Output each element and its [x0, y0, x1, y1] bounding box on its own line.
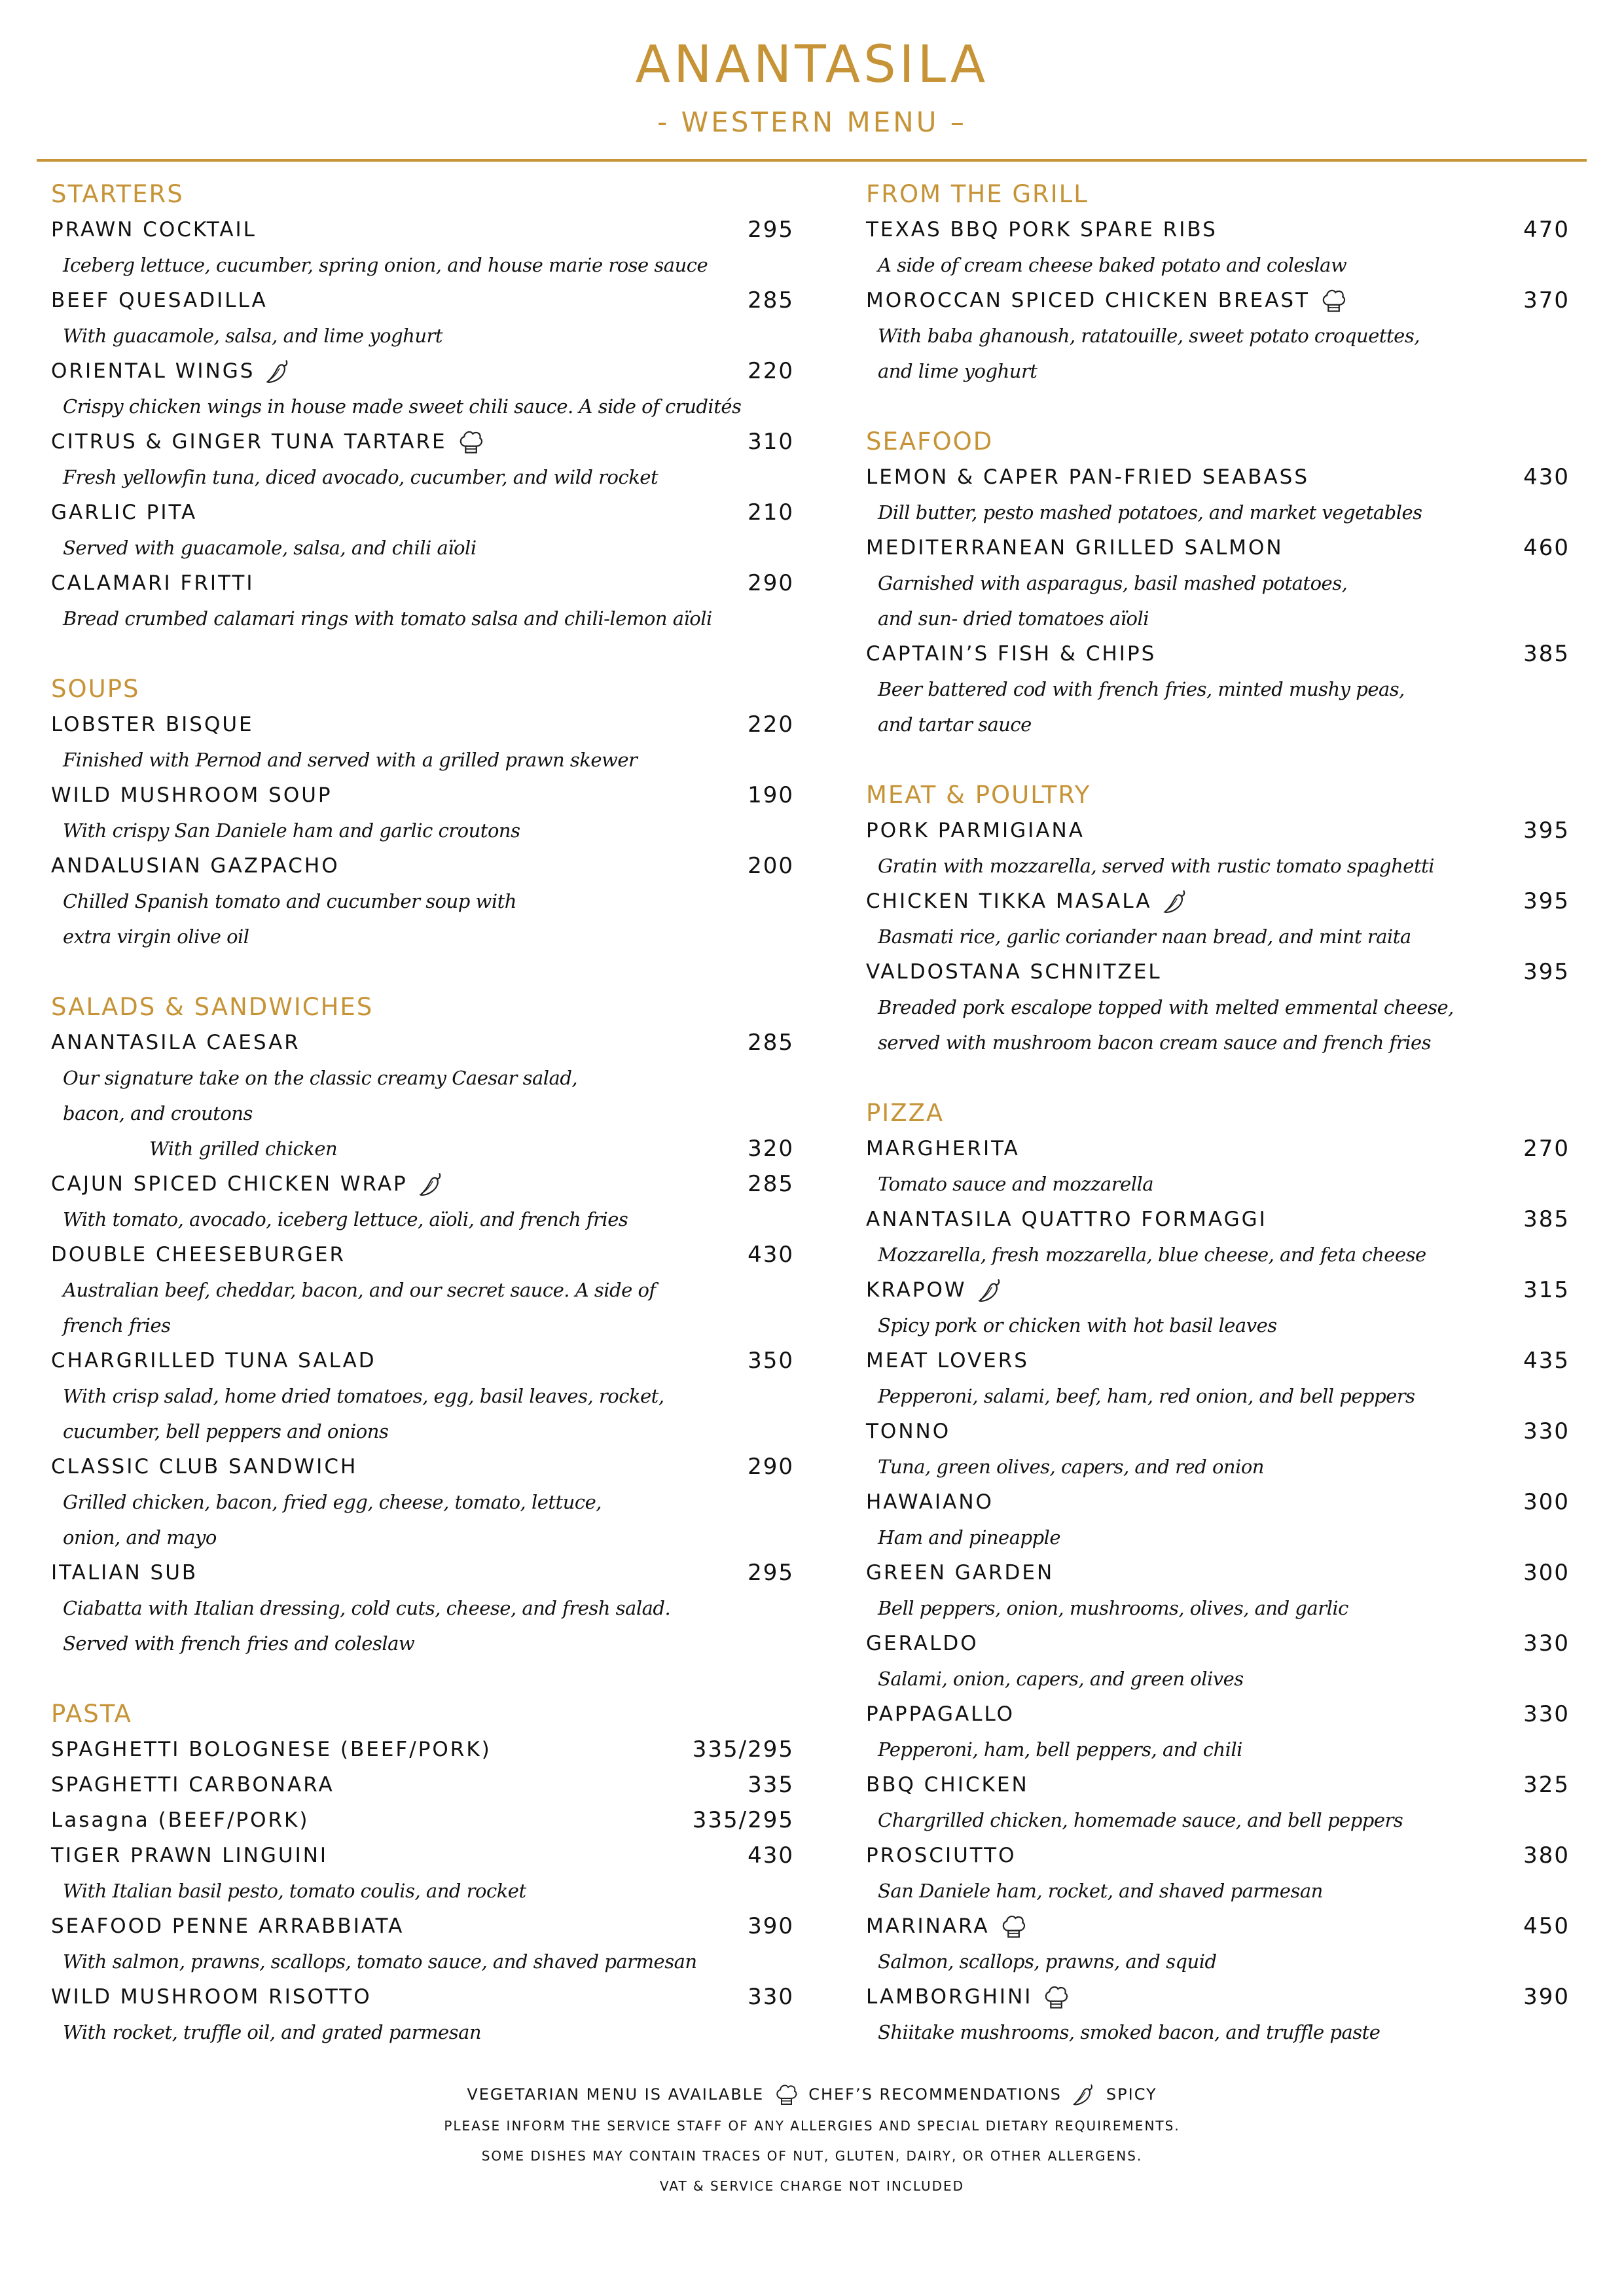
menu-item — [866, 884, 1570, 919]
item-description: With baba ghanoush, ratatouille, sweet potato croquettes, — [878, 325, 1420, 347]
menu-item — [51, 1555, 794, 1590]
header-divider — [37, 159, 1587, 162]
section-title-meat: MEAT & POULTRY — [866, 781, 1091, 809]
section-title-pasta: PASTA — [51, 1700, 132, 1728]
allergy-note: PLEASE INFORM THE SERVICE STAFF OF ANY ALLERGIES AND SPECIAL DIETARY REQUIREMENTS. — [444, 2118, 1180, 2134]
item-description: Tuna, green olives, capers, and red onion — [878, 1456, 1264, 1478]
item-name: SEAFOOD PENNE ARRABBIATA — [51, 1914, 405, 1938]
menu-item — [866, 954, 1570, 990]
item-price: 385 — [1523, 641, 1570, 667]
item-name: GERALDO — [866, 1632, 979, 1655]
menu-item — [866, 1202, 1570, 1237]
chef-recommendation-label: CHEF’S RECOMMENDATIONS — [808, 2085, 1062, 2104]
item-name: PRAWN COCKTAIL — [51, 218, 257, 242]
item-description: Bell peppers, onion, mushrooms, olives, and garlic — [878, 1597, 1348, 1619]
item-name: GARLIC PITA — [51, 501, 198, 524]
item-name: CITRUS & GINGER TUNA TARTARE — [51, 430, 447, 454]
restaurant-title: ANANTASILA — [635, 35, 989, 94]
item-description: and lime yoghurt — [878, 360, 1038, 382]
item-price: 330 — [1523, 1630, 1570, 1657]
menu-item — [51, 1449, 794, 1484]
item-description: french fries — [63, 1314, 171, 1336]
item-price: 300 — [1523, 1489, 1570, 1515]
item-price: 320 — [748, 1136, 794, 1162]
item-price: 330 — [748, 1984, 794, 2010]
item-name: BEEF QUESADILLA — [51, 289, 268, 312]
chili-icon — [417, 1170, 446, 1198]
menu-item — [51, 707, 794, 742]
item-name: KRAPOW — [866, 1278, 967, 1302]
item-price: 380 — [1523, 1842, 1570, 1869]
item-name: MARGHERITA — [866, 1137, 1020, 1160]
menu-item — [866, 1626, 1570, 1661]
item-description: Pepperoni, salami, beef, ham, red onion, and bell peppers — [878, 1385, 1415, 1407]
menu-subtitle: - WESTERN MENU – — [657, 106, 967, 138]
menu-item — [51, 495, 794, 530]
menu-item-option — [51, 1131, 794, 1166]
menu-item — [866, 530, 1570, 565]
section-title-salads: SALADS & SANDWICHES — [51, 993, 374, 1021]
item-price: 285 — [748, 287, 794, 314]
menu-item — [866, 1414, 1570, 1449]
item-description: San Daniele ham, rocket, and shaved parmesan — [878, 1880, 1323, 1902]
item-description: Tomato sauce and mozzarella — [878, 1173, 1154, 1195]
item-name: ANANTASILA CAESAR — [51, 1031, 300, 1054]
item-option: With grilled chicken — [149, 1138, 338, 1160]
item-description: and tartar sauce — [878, 713, 1032, 736]
menu-item — [51, 1025, 794, 1060]
right-column — [866, 177, 1570, 2050]
item-description: Crispy chicken wings in house made sweet chili sauce. A side of crudités — [63, 395, 742, 418]
menu-item — [866, 1131, 1570, 1166]
item-price: 385 — [1523, 1206, 1570, 1232]
item-price: 210 — [748, 499, 794, 526]
item-description: Australian beef, cheddar, bacon, and our secret sauce. A side of — [63, 1279, 656, 1301]
item-price: 290 — [748, 570, 794, 596]
vegetarian-note: VEGETARIAN MENU IS AVAILABLE — [467, 2085, 765, 2104]
menu-item — [51, 283, 794, 318]
item-price: 295 — [748, 217, 794, 243]
item-description: Shiitake mushrooms, smoked bacon, and truffle paste — [878, 2021, 1380, 2043]
menu-item — [866, 459, 1570, 495]
item-description: Gratin with mozzarella, served with rustic tomato spaghetti — [878, 855, 1435, 877]
chef-hat-icon — [1319, 286, 1348, 315]
item-name: MARINARA — [866, 1914, 990, 1938]
item-description: Dill butter, pesto mashed potatoes, and market vegetables — [878, 501, 1422, 524]
menu-header — [0, 35, 1624, 138]
item-description: With Italian basil pesto, tomato coulis, and rocket — [63, 1880, 526, 1902]
item-price: 190 — [748, 782, 794, 808]
item-price: 285 — [748, 1030, 794, 1056]
item-price: 335/295 — [692, 1736, 794, 1763]
item-name: CAPTAIN’S FISH & CHIPS — [866, 642, 1157, 666]
icon-legend — [0, 2078, 1624, 2111]
item-description: Chargrilled chicken, homemade sauce, and bell peppers — [878, 1809, 1403, 1831]
item-name: ORIENTAL WINGS — [51, 359, 255, 383]
menu-item — [866, 1343, 1570, 1378]
item-name: BBQ CHICKEN — [866, 1773, 1029, 1797]
menu-item — [51, 1803, 794, 1838]
item-description: With tomato, avocado, iceberg lettuce, aïoli, and french fries — [63, 1208, 628, 1230]
item-name: CALAMARI FRITTI — [51, 571, 255, 595]
item-name: GREEN GARDEN — [866, 1561, 1055, 1585]
menu-item — [51, 1979, 794, 2015]
menu-item — [866, 1696, 1570, 1732]
item-description: Ham and pineapple — [878, 1526, 1061, 1549]
item-description: Served with french fries and coleslaw — [63, 1632, 415, 1655]
section-title-pizza: PIZZA — [866, 1099, 945, 1127]
section-title-starters: STARTERS — [51, 180, 184, 208]
chef-hat-icon — [773, 2081, 799, 2108]
item-description: Served with guacamole, salsa, and chili aïoli — [63, 537, 477, 559]
item-name: MEDITERRANEAN GRILLED SALMON — [866, 536, 1284, 560]
item-name: Lasagna (BEEF/PORK) — [51, 1808, 310, 1832]
item-description: bacon, and croutons — [63, 1102, 253, 1124]
item-price: 330 — [1523, 1418, 1570, 1444]
item-description: Salmon, scallops, prawns, and squid — [878, 1950, 1217, 1973]
item-name: PAPPAGALLO — [866, 1702, 1015, 1726]
allergen-traces-note: SOME DISHES MAY CONTAIN TRACES OF NUT, GLUTEN, DAIRY, OR OTHER ALLERGENS. — [481, 2148, 1143, 2164]
item-price: 220 — [748, 711, 794, 738]
item-price: 390 — [1523, 1984, 1570, 2010]
chili-icon — [976, 1276, 1005, 1304]
item-description: Ciabatta with Italian dressing, cold cuts, cheese, and fresh salad. — [63, 1597, 671, 1619]
item-name: VALDOSTANA SCHNITZEL — [866, 960, 1162, 984]
menu-item — [51, 212, 794, 247]
menu-item — [51, 424, 794, 459]
item-description: With rocket, truffle oil, and grated parmesan — [63, 2021, 482, 2043]
menu-item — [866, 212, 1570, 247]
item-price: 395 — [1523, 959, 1570, 985]
item-name: WILD MUSHROOM RISOTTO — [51, 1985, 372, 2009]
item-description: cucumber, bell peppers and onions — [63, 1420, 389, 1443]
item-price: 270 — [1523, 1136, 1570, 1162]
item-price: 370 — [1523, 287, 1570, 314]
item-price: 220 — [748, 358, 794, 384]
section-title-soups: SOUPS — [51, 675, 140, 703]
item-name: MEAT LOVERS — [866, 1349, 1029, 1372]
item-price: 335 — [748, 1772, 794, 1798]
item-price: 460 — [1523, 535, 1570, 561]
item-description: A side of cream cheese baked potato and coleslaw — [878, 254, 1347, 276]
item-price: 430 — [748, 1242, 794, 1268]
menu-footer — [0, 2078, 1624, 2201]
vat-note: VAT & SERVICE CHARGE NOT INCLUDED — [659, 2178, 965, 2194]
item-description: With salmon, prawns, scallops, tomato sauce, and shaved parmesan — [63, 1950, 697, 1973]
item-price: 285 — [748, 1171, 794, 1197]
item-description: Basmati rice, garlic coriander naan bread, and mint raita — [878, 925, 1411, 948]
item-name: PORK PARMIGIANA — [866, 819, 1085, 842]
item-description: Our signature take on the classic creamy Caesar salad, — [63, 1067, 578, 1089]
menu-item — [51, 1343, 794, 1378]
item-description: Pepperoni, ham, bell peppers, and chili — [878, 1738, 1242, 1761]
menu-item — [866, 1979, 1570, 2015]
item-price: 310 — [748, 429, 794, 455]
chili-icon — [264, 357, 293, 386]
item-description: and sun- dried tomatoes aïoli — [878, 607, 1149, 630]
item-description: Spicy pork or chicken with hot basil leaves — [878, 1314, 1277, 1336]
menu-item — [51, 1732, 794, 1767]
menu-item — [51, 1767, 794, 1803]
item-description: Mozzarella, fresh mozzarella, blue cheese, and feta cheese — [878, 1244, 1426, 1266]
section-title-grill: FROM THE GRILL — [866, 180, 1089, 208]
item-price: 390 — [748, 1913, 794, 1939]
section-title-seafood: SEAFOOD — [866, 427, 994, 456]
item-name: HAWAIANO — [866, 1490, 994, 1514]
item-name: LEMON & CAPER PAN-FRIED SEABASS — [866, 465, 1310, 489]
item-price: 435 — [1523, 1348, 1570, 1374]
item-name: LOBSTER BISQUE — [51, 713, 254, 736]
item-name: ANDALUSIAN GAZPACHO — [51, 854, 340, 878]
item-name: TONNO — [866, 1420, 951, 1443]
item-description: extra virgin olive oil — [63, 925, 249, 948]
item-price: 315 — [1523, 1277, 1570, 1303]
menu-item — [866, 1909, 1570, 1944]
item-price: 450 — [1523, 1913, 1570, 1939]
chili-icon — [1161, 887, 1190, 916]
item-description: Beer battered cod with french fries, minted mushy peas, — [878, 678, 1405, 700]
item-name: CLASSIC CLUB SANDWICH — [51, 1455, 358, 1479]
item-name: DOUBLE CHEESEBURGER — [51, 1243, 346, 1266]
item-name: CHARGRILLED TUNA SALAD — [51, 1349, 376, 1372]
item-name: PROSCIUTTO — [866, 1844, 1017, 1867]
item-name: SPAGHETTI CARBONARA — [51, 1773, 334, 1797]
item-price: 350 — [748, 1348, 794, 1374]
item-price: 295 — [748, 1560, 794, 1586]
item-description: Breaded pork escalope topped with melted emmental cheese, — [878, 996, 1454, 1018]
left-column — [51, 177, 794, 2050]
item-price: 330 — [1523, 1701, 1570, 1727]
item-price: 325 — [1523, 1772, 1570, 1798]
item-description: Bread crumbed calamari rings with tomato salsa and chili-lemon aïoli — [63, 607, 712, 630]
menu-item — [866, 283, 1570, 318]
item-name: WILD MUSHROOM SOUP — [51, 783, 333, 807]
item-description: Grilled chicken, bacon, fried egg, cheese, tomato, lettuce, — [63, 1491, 602, 1513]
item-price: 335/295 — [692, 1807, 794, 1833]
item-description: With guacamole, salsa, and lime yoghurt — [63, 325, 443, 347]
menu-item — [866, 1272, 1570, 1308]
menu-item — [51, 1166, 794, 1202]
menu-item — [51, 848, 794, 884]
menu-item — [866, 1767, 1570, 1803]
item-price: 300 — [1523, 1560, 1570, 1586]
item-name: TIGER PRAWN LINGUINI — [51, 1844, 329, 1867]
item-description: onion, and mayo — [63, 1526, 217, 1549]
chef-hat-icon — [999, 1912, 1028, 1941]
item-description: Iceberg lettuce, cucumber, spring onion, and house marie rose sauce — [63, 254, 708, 276]
menu-item — [866, 1838, 1570, 1873]
item-price: 395 — [1523, 817, 1570, 844]
menu-item — [51, 353, 794, 389]
menu-item — [51, 1237, 794, 1272]
item-description: With crispy San Daniele ham and garlic croutons — [63, 819, 520, 842]
item-description: Garnished with asparagus, basil mashed potatoes, — [878, 572, 1348, 594]
item-description: Chilled Spanish tomato and cucumber soup with — [63, 890, 516, 912]
spicy-label: SPICY — [1106, 2085, 1157, 2104]
item-description: served with mushroom bacon cream sauce and french fries — [878, 1031, 1432, 1054]
item-name: LAMBORGHINI — [866, 1985, 1033, 2009]
item-description: Salami, onion, capers, and green olives — [878, 1668, 1244, 1690]
menu-item — [866, 1484, 1570, 1520]
item-price: 290 — [748, 1454, 794, 1480]
menu-item — [866, 813, 1570, 848]
menu-item — [51, 565, 794, 601]
item-price: 430 — [748, 1842, 794, 1869]
chef-hat-icon — [456, 427, 485, 456]
item-name: MOROCCAN SPICED CHICKEN BREAST — [866, 289, 1310, 312]
item-description: With crisp salad, home dried tomatoes, egg, basil leaves, rocket, — [63, 1385, 664, 1407]
menu-item — [866, 1555, 1570, 1590]
chili-icon — [1071, 2081, 1097, 2108]
item-description: Finished with Pernod and served with a grilled prawn skewer — [63, 749, 638, 771]
item-price: 395 — [1523, 888, 1570, 914]
item-price: 470 — [1523, 217, 1570, 243]
item-name: TEXAS BBQ PORK SPARE RIBS — [866, 218, 1218, 242]
item-name: CHICKEN TIKKA MASALA — [866, 889, 1152, 913]
item-name: ITALIAN SUB — [51, 1561, 198, 1585]
item-name: ANANTASILA QUATTRO FORMAGGI — [866, 1208, 1267, 1231]
menu-item — [51, 1909, 794, 1944]
item-description: Fresh yellowfin tuna, diced avocado, cucumber, and wild rocket — [63, 466, 659, 488]
menu-item — [51, 778, 794, 813]
item-name: SPAGHETTI BOLOGNESE (BEEF/PORK) — [51, 1738, 492, 1761]
item-price: 200 — [748, 853, 794, 879]
item-price: 430 — [1523, 464, 1570, 490]
item-name: CAJUN SPICED CHICKEN WRAP — [51, 1172, 408, 1196]
menu-item — [866, 636, 1570, 672]
chef-hat-icon — [1041, 1982, 1070, 2011]
menu-item — [51, 1838, 794, 1873]
